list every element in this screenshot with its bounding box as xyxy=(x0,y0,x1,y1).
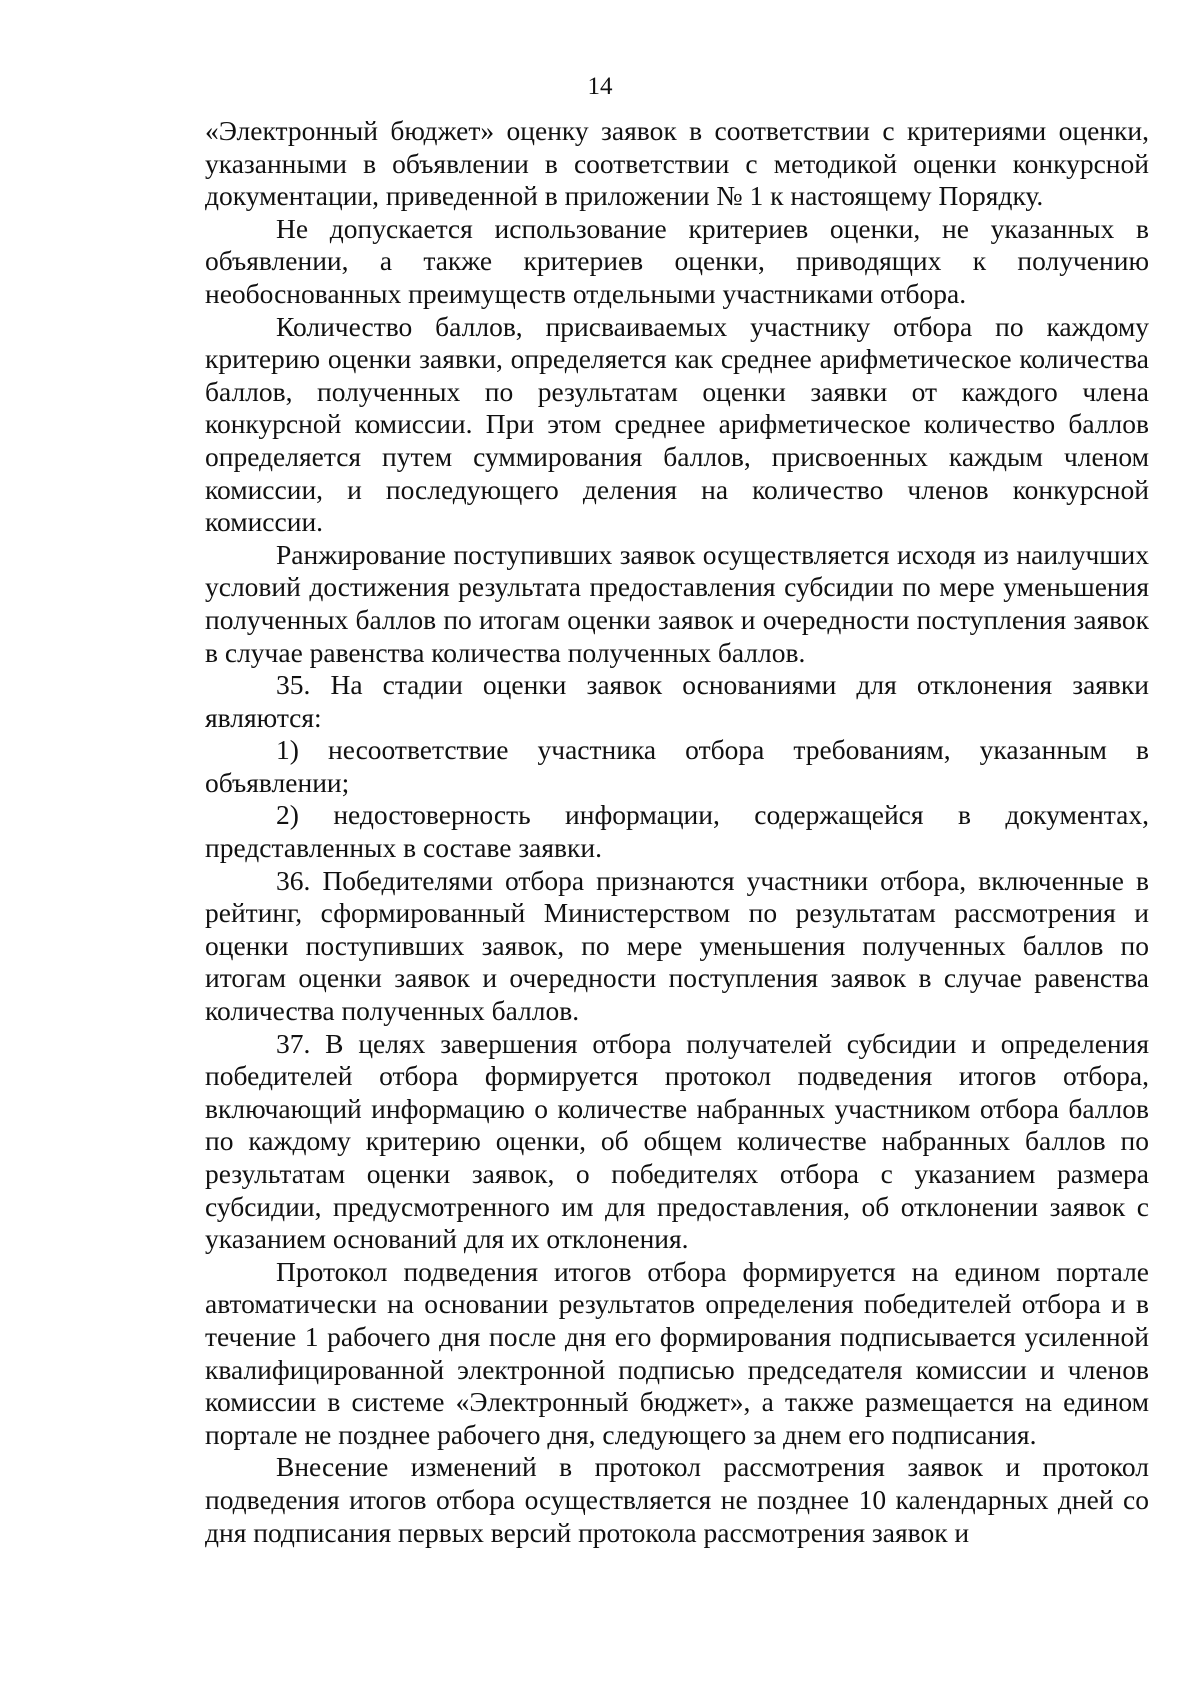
paragraph-continuation: «Электронный бюджет» оценку заявок в соответствии с критериями оценки, указанными в объявлении в соответствии с методикой оценки конкурсной документации, приведенной в приложении № 1 к настоящему Порядку. xyxy=(205,115,1149,212)
paragraph-criteria-restriction: Не допускается использование критериев оценки, не указанных в объявлении, а также критериев оценки, приводящих к получению необоснованных преимуществ отдельными участниками отбора. xyxy=(205,212,1149,309)
paragraph-clause-36: 36. Победителями отбора признаются участники отбора, включенные в рейтинг, сформированный Министерством по результатам рассмотрения и оценки поступивших заявок, по мере уменьшения полученных баллов по итогам оценки заявок и очередности поступления заявок в случае равенства количества полученных баллов. xyxy=(205,864,1149,1027)
document-body xyxy=(205,115,1149,1549)
paragraph-clause-35-item-2: 2) недостоверность информации, содержащейся в документах, представленных в составе заявки. xyxy=(205,799,1149,864)
page-number: 14 xyxy=(587,73,613,100)
paragraph-clause-35-item-1: 1) несоответствие участника отбора требованиям, указанным в объявлении; xyxy=(205,734,1149,798)
paragraph-clause-37: 37. В целях завершения отбора получателей субсидии и определения победителей отбора формируется протокол подведения итогов отбора, включающий информацию о количестве набранных участником отбора баллов по каждому критерию оценки, об общем количестве набранных баллов по результатам оценки заявок, о победителях отбора с указанием размера субсидии, предусмотренного им для предоставления, об отклонении заявок с указанием оснований для их отклонения. xyxy=(205,1027,1149,1255)
paragraph-protocol-changes: Внесение изменений в протокол рассмотрения заявок и протокол подведения итогов отбора осуществляется не позднее 10 календарных дней со дня подписания первых версий протокола рассмотрения заявок и xyxy=(205,1451,1149,1548)
paragraph-score-calculation: Количество баллов, присваиваемых участнику отбора по каждому критерию оценки заявки, определяется как среднее арифметическое количества баллов, полученных по результатам оценки заявки от каждого члена конкурсной комиссии. При этом среднее арифметическое количество баллов определяется путем суммирования баллов, присвоенных каждым членом комиссии, и последующего деления на количество членов конкурсной комиссии. xyxy=(205,310,1149,538)
paragraph-clause-35: 35. На стадии оценки заявок основаниями для отклонения заявки являются: xyxy=(205,669,1149,733)
paragraph-ranking: Ранжирование поступивших заявок осуществляется исходя из наилучших условий достижения результата предоставления субсидии по мере уменьшения полученных баллов по итогам оценки заявок и очередности поступления заявок в случае равенства количества полученных баллов. xyxy=(205,538,1149,668)
paragraph-protocol-formation: Протокол подведения итогов отбора формируется на едином портале автоматически на основании результатов определения победителей отбора и в течение 1 рабочего дня после дня его формирования подписывается усиленной квалифицированной электронной подписью председателя комиссии и членов комиссии в системе «Электронный бюджет», а также размещается на едином портале не позднее рабочего дня, следующего за днем его подписания. xyxy=(205,1255,1149,1450)
